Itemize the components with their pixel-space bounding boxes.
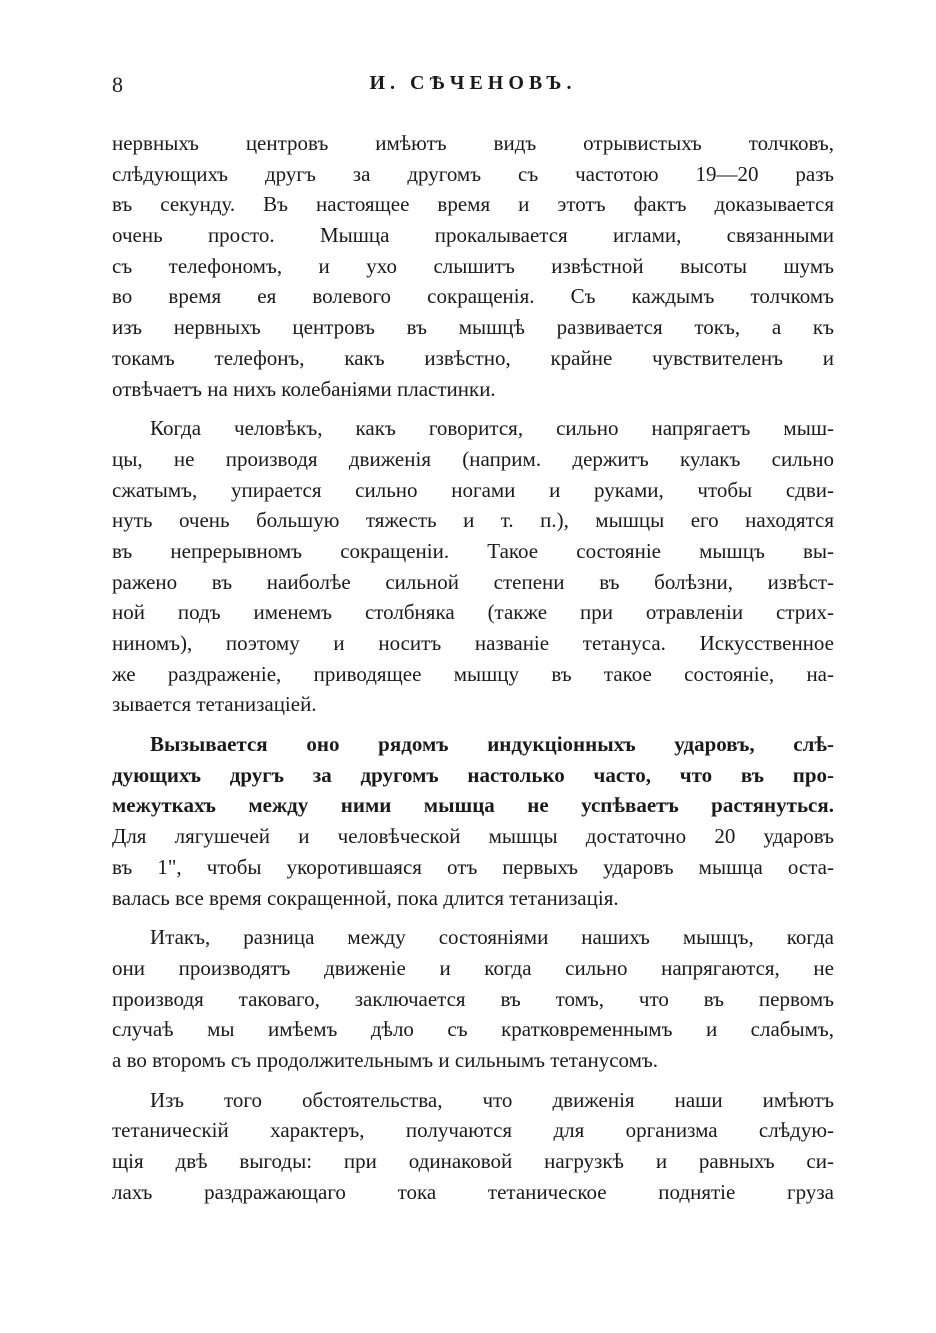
text-line: цы, не производя движенія (наприм. держитъ кулакъ сильно: [112, 446, 834, 471]
page-number: 8: [112, 72, 124, 97]
text-line: ражено въ наиболѣе сильной степени въ болѣзни, извѣст-: [112, 569, 834, 594]
text-line: очень просто. Мышца прокалывается иглами, связанными: [112, 223, 834, 248]
running-head: И. СѢЧЕНОВЪ.: [369, 72, 577, 94]
text-line: а во второмъ съ продолжительнымъ и сильнымъ тетанусомъ.: [112, 1047, 659, 1072]
page-header: [112, 72, 834, 108]
text-line: Изъ того обстоятельства, что движенія наши имѣютъ: [150, 1087, 834, 1112]
text-line: слѣдующихъ другъ за другомъ съ частотою 19—20 разъ: [112, 161, 834, 186]
text-line: же раздраженіе, приводящее мышцу въ такое состояніе, на-: [112, 661, 834, 686]
body-text: [112, 128, 834, 1207]
text-line: въ секунду. Въ настоящее время и этотъ фактъ доказывается: [112, 192, 834, 217]
paragraph: [112, 922, 834, 1075]
text-line: нервныхъ центровъ имѣютъ видъ отрывистыхъ толчковъ,: [112, 131, 834, 155]
text-line: Когда человѣкъ, какъ говорится, сильно напрягаетъ мыш-: [150, 416, 834, 441]
text-line: щія двѣ выгоды: при одинаковой нагрузкѣ и равныхъ си-: [112, 1149, 834, 1173]
paragraph: [112, 413, 834, 720]
paragraph: [112, 1085, 834, 1208]
text-line: токамъ телефонъ, какъ извѣстно, крайне чувствителенъ и: [112, 345, 834, 370]
text-line: Вызывается оно рядомъ индукціонныхъ ударовъ, слѣ-: [150, 732, 834, 757]
text-line: случаѣ мы имѣемъ дѣло съ кратковременнымъ и слабымъ,: [112, 1017, 834, 1042]
text-line: зывается тетанизаціей.: [112, 692, 317, 717]
text-line: нуть очень большую тяжесть и т. п.), мышцы его находятся: [112, 508, 834, 533]
text-line: съ телефономъ, и ухо слышитъ извѣстной высоты шумъ: [112, 253, 834, 278]
paragraph: [112, 729, 834, 913]
text-line: дующихъ другъ за другомъ настолько часто, что въ про-: [112, 762, 834, 787]
text-line: межуткахъ между ними мышца не успѣваетъ растянуться.: [112, 793, 834, 818]
text-line: ной подъ именемъ столбняка (также при отравленіи стрих-: [112, 600, 834, 625]
text-line: лахъ раздражающаго тока тетаническое поднятіе груза: [112, 1179, 834, 1204]
text-line: производя таковаго, заключается въ томъ, что въ первомъ: [112, 986, 834, 1011]
text-line: отвѣчаетъ на нихъ колебаніями пластинки.: [112, 376, 496, 401]
text-line: въ непрерывномъ сокращеніи. Такое состояніе мышцъ вы-: [112, 538, 834, 563]
paragraph: [112, 128, 834, 404]
text-line: изъ нервныхъ центровъ въ мышцѣ развивается токъ, а къ: [112, 315, 834, 340]
text-line: Итакъ, разница между состояніями нашихъ мышцъ, когда: [150, 925, 834, 950]
text-line: они производятъ движеніе и когда сильно напрягаются, не: [112, 955, 834, 980]
text-line: Для лягушечей и человѣческой мышцы достаточно 20 ударовъ: [112, 824, 834, 849]
text-line: въ 1", чтобы укоротившаяся отъ первыхъ ударовъ мышца оста-: [112, 854, 834, 879]
text-line: ниномъ), поэтому и носитъ названіе тетануса. Искусственное: [112, 631, 834, 655]
text-line: сжатымъ, упирается сильно ногами и руками, чтобы сдви-: [112, 477, 834, 502]
text-line: валась все время сокращенной, пока длится тетанизація.: [112, 885, 619, 910]
text-line: во время ея волевого сокращенія. Съ каждымъ толчкомъ: [112, 284, 834, 309]
text-line: тетаническій характеръ, получаются для организма слѣдую-: [112, 1118, 834, 1143]
